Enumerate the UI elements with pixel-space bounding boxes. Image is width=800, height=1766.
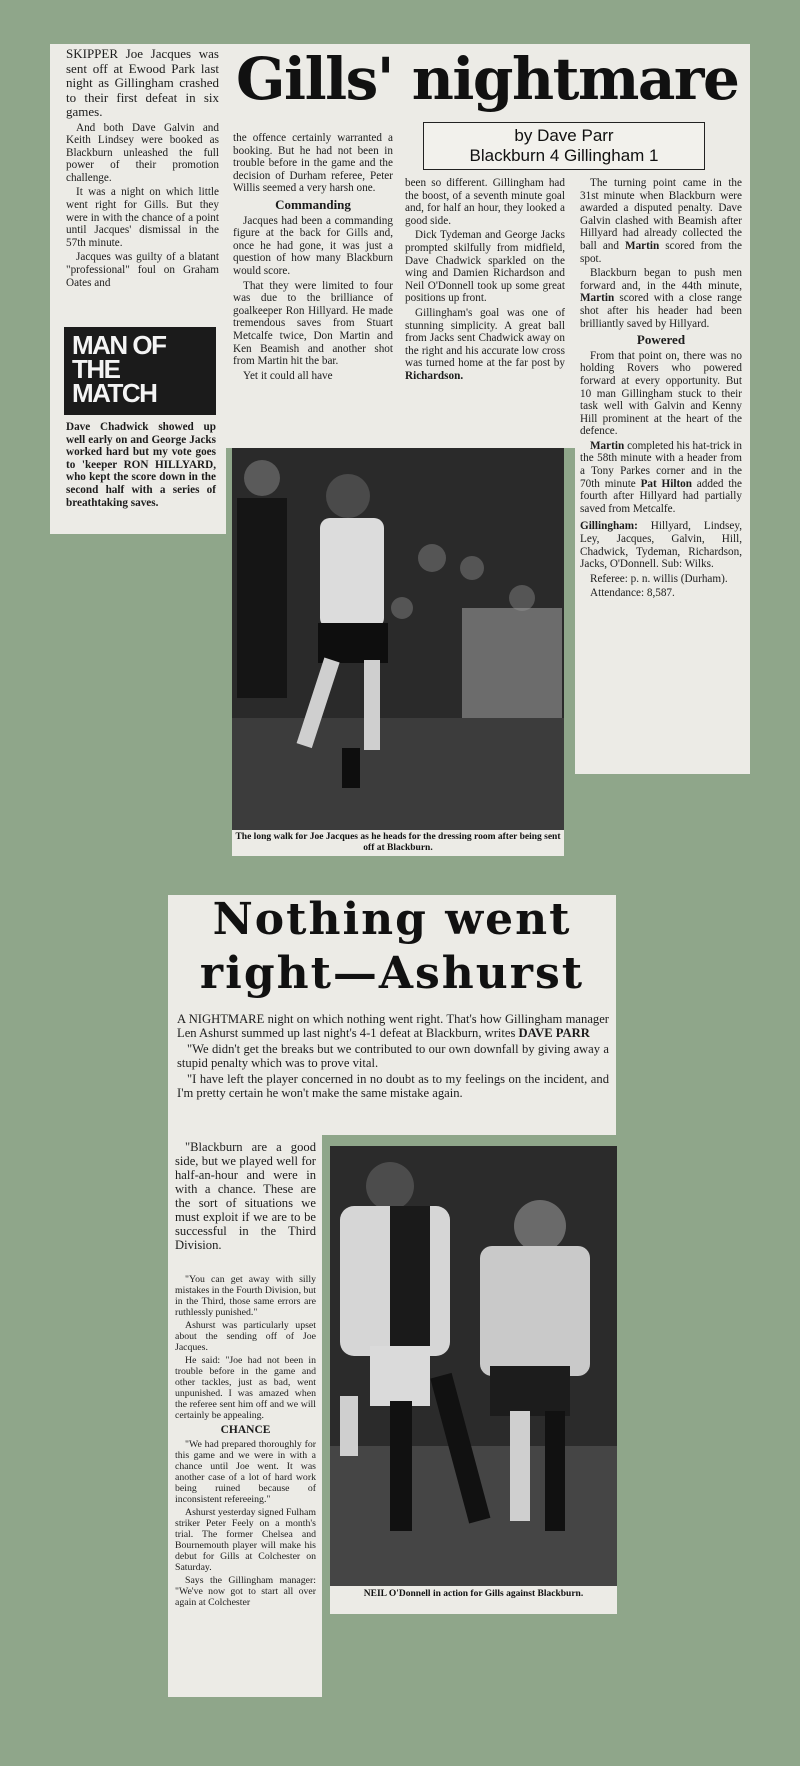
paragraph: He said: "Joe had not been in trouble before in the game and other tackles, just as bad, went unpunished. I was amazed when the referee sent him off and we will certainly be appealing. bbox=[175, 1355, 316, 1421]
photo-neil-odonnell-action bbox=[330, 1146, 617, 1586]
byline-author: by Dave Parr bbox=[514, 126, 614, 145]
paragraph: Ashurst yesterday signed Fulham striker Peter Feely on a month's trial. The former Chelsea and Bournemouth player will make his debut for Gills at Colchester on Saturday. bbox=[175, 1507, 316, 1573]
man-of-the-match-badge bbox=[64, 327, 216, 415]
scorer-name: Richardson. bbox=[405, 369, 464, 382]
subheading-powered: Powered bbox=[636, 332, 686, 348]
paragraph: been so different. Gillingham had the boost, of a seventh minute goal and, for half an hour, they looked a good side. bbox=[405, 177, 565, 227]
subheading-chance: CHANCE bbox=[220, 1424, 271, 1436]
paragraph: completed his hat-trick in the 58th minute with a header from a Tony Parkes corner and in the 70th minute bbox=[580, 439, 742, 490]
player-name: Martin bbox=[590, 439, 625, 452]
photo1-caption: The long walk for Joe Jacques as he heads for the dressing room after being sent off at Blackburn. bbox=[232, 830, 564, 856]
paragraph: And both Dave Galvin and Keith Lindsey were booked as Blackburn unleashed the full power of their promotion challenge. bbox=[66, 121, 219, 184]
paragraph: From that point on, there was no holding Rovers who powered forward at every opportunity. But 10 man Gillingham stuck to their task well with Galvin and Kenny Hill prominent at the heart of the defence. bbox=[580, 349, 742, 438]
paragraph: "We had prepared thoroughly for this game and we were in with a chance until Joe went. It was another case of a lot of hard work being ruined because of inconsistent refereeing." bbox=[175, 1439, 316, 1505]
motm-text bbox=[66, 421, 216, 511]
photo-neil-odonnell-illustration bbox=[330, 1146, 617, 1586]
paragraph: Yet it could all have bbox=[243, 369, 333, 382]
player-name: Martin bbox=[580, 292, 615, 305]
paragraph: "I have left the player concerned in no doubt as to my feelings on the incident, and I'm pretty certain he won't make the same mistake again. bbox=[177, 1072, 609, 1100]
paragraph: SKIPPER Joe Jacques was sent off at Ewood Park last night as Gillingham crashed to their first defeat in six games. bbox=[66, 46, 219, 119]
photo2-caption: NEIL O'Donnell in action for Gills against Blackburn. bbox=[330, 1586, 617, 1614]
photo-joe-jacques-walk bbox=[232, 448, 564, 830]
article2-headline-line1: Nothing went bbox=[212, 894, 572, 945]
paragraph: Jacques had been a commanding figure at the back for Gills and, once he had gone, it was just a question of how many Blackburn would score. bbox=[233, 214, 393, 277]
paragraph: That they were limited to four was due to the brilliance of goalkeeper Ron Hillyard. He made tremendous saves from Stuart Metcalfe twice, Don Martin and Ken Beamish and another shot from Martin hit the bar. bbox=[233, 279, 393, 368]
team-list: Hillyard, Lindsey, Ley, Jacques, Galvin, Hill, Chadwick, Tydeman, Richardson, Jacks, O'Donnell. Sub: Wilks. bbox=[580, 520, 742, 571]
article2-big-paragraph bbox=[175, 1140, 316, 1254]
paragraph: added the fourth after Hillyard had partially saved from Metcalfe. bbox=[580, 477, 742, 515]
article2-headline-line2: right—Ashurst bbox=[199, 948, 585, 999]
paragraph: The turning point came in the 31st minute when Blackburn were awarded a disputed penalty. Dave Galvin clashed with Beamish after Hillyard had already collected the ball and bbox=[580, 177, 742, 252]
article1-col3 bbox=[405, 177, 565, 385]
article1-byline bbox=[423, 122, 705, 170]
paragraph: "Blackburn are a good side, but we played well for half-an-hour and were in with a chance. These are the sort of situations we must exploit if we are to be successful in the Third Division. bbox=[175, 1140, 316, 1252]
team-label: Gillingham: bbox=[580, 520, 638, 533]
referee-line: Referee: p. n. willis (Durham). bbox=[590, 572, 728, 585]
motm-text-2: , who kept the score down in the second half with a series of breathtaking saves. bbox=[66, 458, 216, 509]
paragraph: Gillingham's goal was one of stunning simplicity. A great ball from Jacks sent Chadwick away on the right and his accurate low cross was turned home at the far post by bbox=[405, 306, 565, 370]
paragraph: Jacques was guilty of a blatant "professional" foul on Graham Oates and bbox=[66, 251, 219, 289]
lead-text: A NIGHTMARE night on which nothing went right. That's how Gillingham manager Len Ashurst summed up last night's 4-1 defeat at Blackburn, writes bbox=[177, 1012, 609, 1040]
paragraph: "We didn't get the breaks but we contributed to our own downfall by giving away a stupid penalty which was to prove vital. bbox=[177, 1042, 609, 1070]
paragraph: scored with a close range shot after his header had been brilliantly saved by Hillyard. bbox=[580, 292, 742, 330]
article2-small-column bbox=[175, 1274, 316, 1610]
article2-lead bbox=[177, 1012, 609, 1102]
paragraph: Says the Gillingham manager: "We've now got to start all over again at Colchester bbox=[175, 1575, 316, 1608]
paragraph: It was a night on which little went right for Gills. But they were in with the chance of a point until Jacques' dismissal in the 57th minute. bbox=[66, 186, 219, 249]
photo-joe-jacques-illustration bbox=[232, 448, 564, 830]
motm-name: RON HILLYARD bbox=[123, 458, 214, 471]
player-name: Martin bbox=[625, 239, 660, 252]
article1-col2 bbox=[233, 132, 393, 384]
paragraph: scored from the spot. bbox=[580, 239, 742, 265]
paragraph: the offence certainly warranted a booking. But he had not been in trouble before in the game and the decision of Durham referee, Peter Willis seemed a very harsh one. bbox=[233, 132, 393, 195]
paragraph: Ashurst was particularly upset about the sending off of Joe Jacques. bbox=[175, 1320, 316, 1353]
player-name: Pat Hilton bbox=[640, 477, 692, 490]
lead-author: DAVE PARR bbox=[518, 1026, 590, 1040]
subheading-commanding: Commanding bbox=[275, 196, 351, 212]
attendance-line: Attendance: 8,587. bbox=[590, 587, 675, 600]
paragraph: Blackburn began to push men forward and, in the 44th minute, bbox=[580, 267, 742, 292]
article1-col4 bbox=[580, 177, 742, 602]
paragraph: "You can get away with silly mistakes in the Fourth Division, but in the Third, those same errors are ruthlessly punished." bbox=[175, 1274, 316, 1318]
motm-text-1: Dave Chadwick showed up well early on and George Jacks worked hard but my vote goes to 'keeper bbox=[66, 421, 216, 471]
byline-score: Blackburn 4 Gillingham 1 bbox=[469, 146, 659, 165]
paragraph: Dick Tydeman and George Jacks prompted skilfully from midfield, Dave Chadwick sparkled on the wing and Damien Richardson and Neil O'Donnell took up some great positions up front. bbox=[405, 229, 565, 305]
article1-col1 bbox=[66, 47, 219, 291]
article1-headline: Gills' nightmare bbox=[236, 45, 739, 113]
motm-title: MAN OF THE MATCH bbox=[72, 330, 166, 408]
